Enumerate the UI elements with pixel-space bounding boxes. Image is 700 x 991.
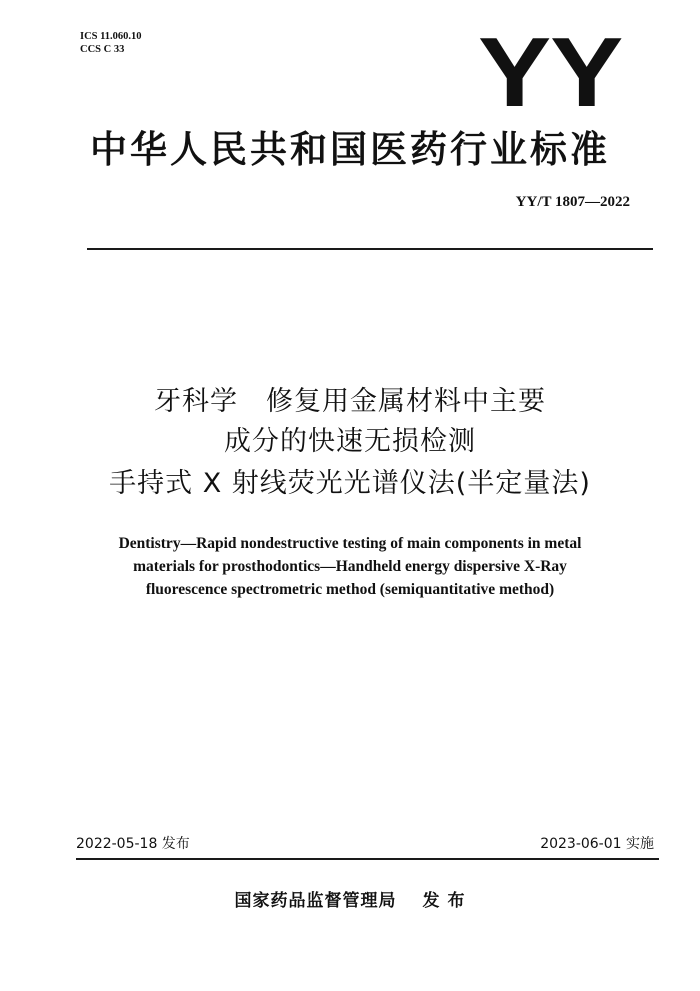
english-title-line-2: materials for prosthodontics—Handheld energy dispersive X-Ray — [133, 558, 567, 575]
chinese-title-line-1: 牙科学 修复用金属材料中主要 — [154, 386, 546, 417]
footer-divider — [76, 858, 659, 860]
yy-logo: YY — [478, 17, 623, 127]
ccs-code: CCS C 33 — [80, 44, 125, 55]
english-title — [60, 532, 640, 601]
implementation-date: 2023-06-01 实施 — [540, 836, 654, 852]
issuer-action: 发 布 — [422, 891, 466, 911]
issuer-line — [0, 890, 700, 912]
standard-category-title: 中华人民共和国医药行业标准 — [90, 128, 610, 171]
classification-codes — [80, 30, 142, 56]
header-divider — [87, 248, 653, 250]
issue-date: 2022-05-18 发布 — [76, 836, 190, 852]
chinese-title-line-3: 手持式 X 射线荧光光谱仪法(半定量法) — [109, 468, 591, 499]
english-title-line-3: fluorescence spectrometric method (semiquantitative method) — [145, 581, 555, 598]
ics-code: ICS 11.060.10 — [80, 31, 142, 42]
issuer-name: 国家药品监督管理局 — [234, 891, 397, 911]
chinese-title-line-2: 成分的快速无损检测 — [224, 426, 476, 457]
english-title-line-1: Dentistry—Rapid nondestructive testing of main components in metal — [118, 535, 582, 552]
standard-number: YY/T 1807—2022 — [515, 194, 630, 210]
